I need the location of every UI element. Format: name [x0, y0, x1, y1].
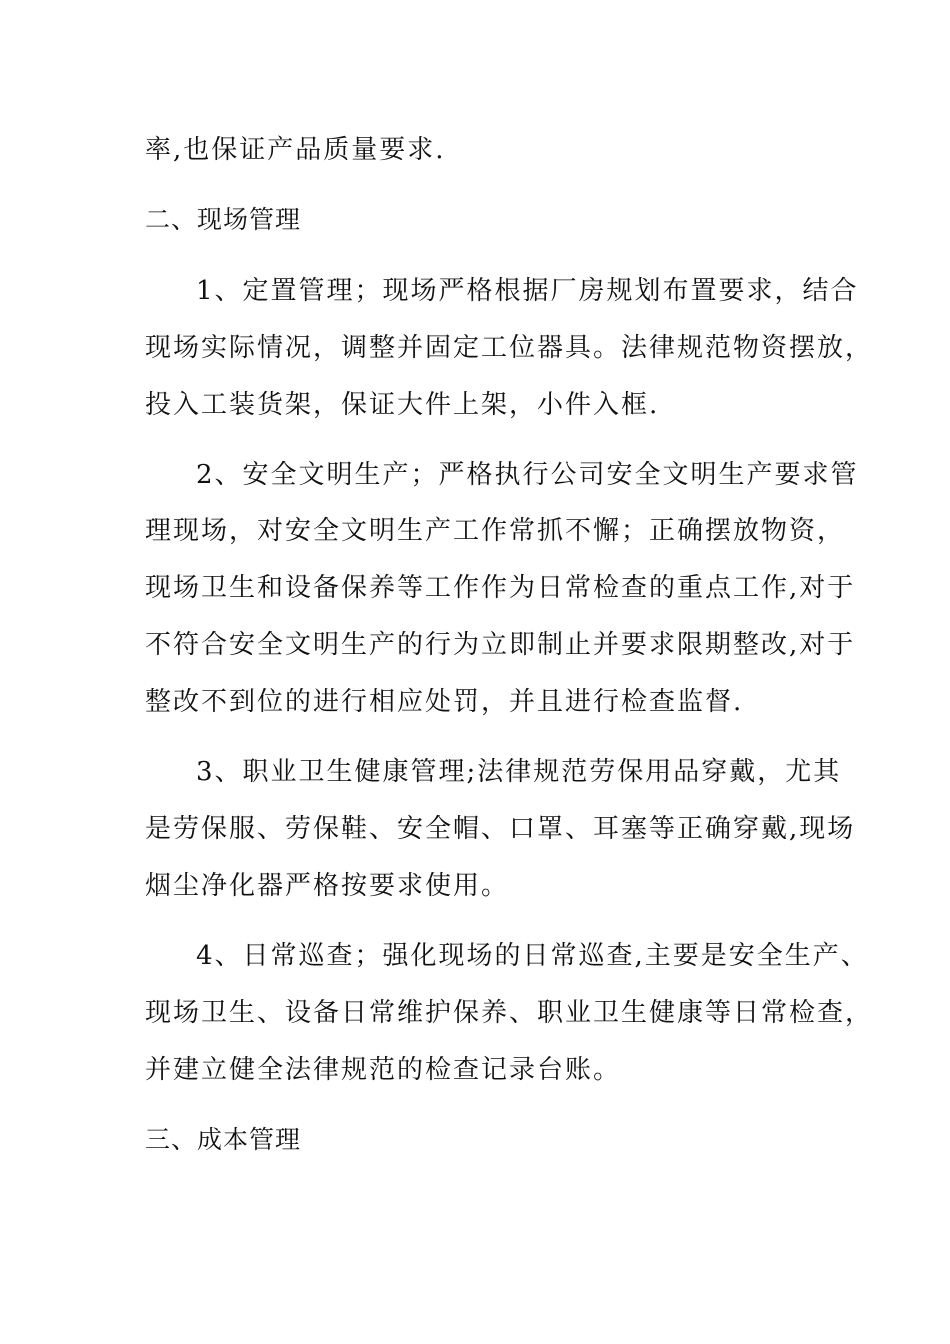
paragraph-line: 4、日常巡查；强化现场的日常巡查,主要是安全生产、 [196, 941, 869, 971]
paragraph-line: 现场卫生、设备日常维护保养、职业卫生健康等日常检查， [145, 998, 874, 1028]
paragraph-line: 整改不到位的进行相应处罚，并且进行检查监督. [145, 687, 744, 717]
paragraph-line: 1、定置管理；现场严格根据厂房规划布置要求，结合 [196, 276, 859, 306]
paragraph-line: 率,也保证产品质量要求. [145, 135, 446, 165]
paragraph-line: 2、安全文明生产；严格执行公司安全文明生产要求管 [196, 460, 859, 490]
section-heading: 二、现场管理 [145, 205, 302, 234]
paragraph-line: 是劳保服、劳保鞋、安全帽、口罩、耳塞等正确穿戴,现场 [145, 814, 856, 844]
paragraph-line: 理现场，对安全文明生产工作常抓不懈；正确摆放物资， [145, 516, 846, 546]
paragraph-line: 3、职业卫生健康管理;法律规范劳保用品穿戴，尤其 [196, 757, 842, 787]
paragraph-line: 不符合安全文明生产的行为立即制止并要求限期整改,对于 [145, 630, 856, 660]
paragraph-line: 现场实际情况，调整并固定工位器具。法律规范物资摆放， [145, 333, 874, 363]
paragraph-line: 并建立健全法律规范的检查记录台账。 [145, 1055, 622, 1085]
paragraph-line: 现场卫生和设备保养等工作作为日常检查的重点工作,对于 [145, 573, 856, 603]
paragraph-line: 投入工装货架，保证大件上架，小件入框. [145, 390, 660, 420]
paragraph-line: 烟尘净化器严格按要求使用。 [145, 871, 510, 901]
section-heading: 三、成本管理 [145, 1125, 302, 1154]
